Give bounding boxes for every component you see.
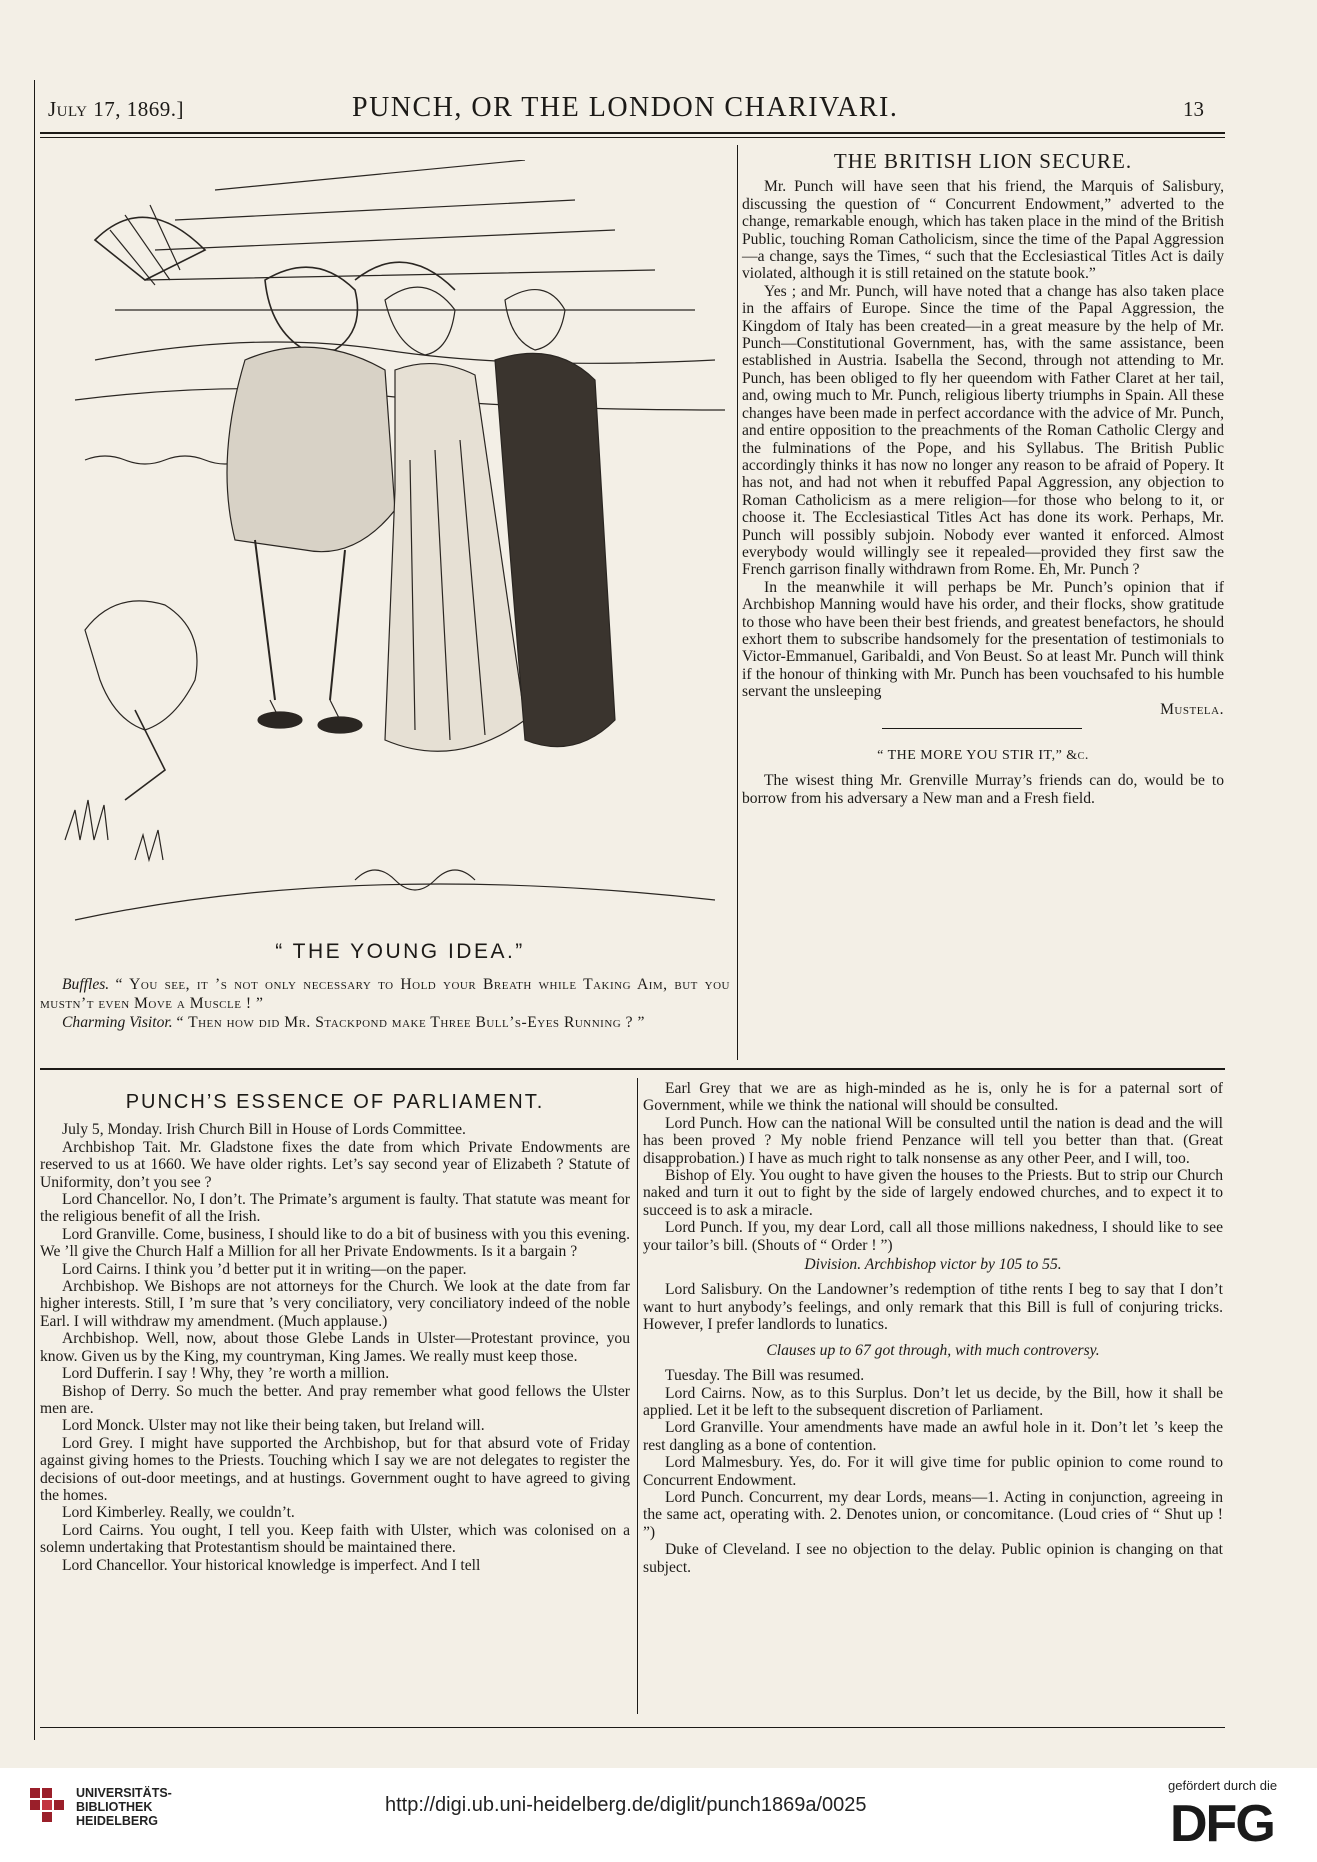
header-rule-bottom: [40, 137, 1225, 138]
parliament-paragraph: Lord Cairns. You ought, I tell you. Keep faith with Ulster, which was colonised on a solemn undertaking that Protestantism should be maintained there.: [40, 1521, 630, 1557]
lion-end-rule: [882, 728, 1082, 729]
parliament-paragraph: Lord Grey. I might have supported the Archbishop, but for that absurd vote of Friday against giving homes to the Priests. Touching which I say we are not delegates to register the decisions of out-door meetings, and at hustings. Government ought to have agreed to giving the homes.: [40, 1434, 630, 1504]
lion-signature: Mustela.: [1160, 700, 1224, 718]
cartoon-illustration: [55, 160, 730, 930]
bottom-rule: [40, 1727, 1225, 1728]
cartoon-title: “ THE YOUNG IDEA.”: [275, 940, 525, 963]
section-divider: [40, 1068, 1225, 1070]
parliament-paragraph: July 5, Monday. Irish Church Bill in House of Lords Committee.: [62, 1121, 466, 1139]
dfg-logo: DFG: [1170, 1795, 1274, 1853]
parliament-paragraph: Lord Punch. How can the national Will be consulted until the nation is dead and the will has been proved ? My noble friend Penzance will tell you better than that. (Great disapprobation.) I have as much right to talk nonsense as any other Peer, and I will, too.: [643, 1114, 1223, 1167]
parliament-paragraph: Lord Cairns. Now, as to this Surplus. Don’t let us decide, by the Bill, how it shall be applied. Let it be left to the subsequent discretion of Parliament.: [643, 1384, 1223, 1419]
parliament-paragraph: Lord Kimberley. Really, we couldn’t.: [62, 1504, 295, 1522]
caption-speaker-2: Charming Visitor.: [62, 1014, 173, 1031]
lion-paragraph-1: Mr. Punch will have seen that his friend, the Marquis of Salisbury, discussing the question of “ Concurrent Endowment,” adverted to the change, remarkable enough, which has taken place in the mind of the British Public, touching Roman Catholicism, since the time of the Papal Aggression—a change, says the Times, “ such that the Ecclesiastical Titles Act is daily violated, although it is still retained on the statute book.”: [742, 178, 1224, 283]
caption-speaker-1: Buffles.: [62, 976, 110, 993]
funded-by-label: gefördert durch die: [1168, 1778, 1278, 1793]
lion-article: [742, 145, 1224, 807]
stir-title: “ THE MORE YOU STIR IT,” &c.: [877, 748, 1089, 763]
parliament-paragraph: Lord Granville. Come, business, I should like to do a bit of business with you this evening. We ’ll give the Church Half a Million for all her Private Endowments. Is it a bargain ?: [40, 1225, 630, 1261]
publication-title: PUNCH, OR THE LONDON CHARIVARI.: [352, 92, 899, 123]
parliament-paragraph: Lord Monck. Ulster may not like their being taken, but Ireland will.: [62, 1417, 485, 1435]
parliament-paragraph: Lord Punch. If you, my dear Lord, call all those millions nakedness, I should like to see your tailor’s bill. (Shouts of “ Order ! ”): [643, 1219, 1223, 1254]
column-divider-bottom: [637, 1078, 638, 1714]
left-border-rule: [34, 80, 35, 1740]
clauses-note: Clauses up to 67 got through, with much controversy.: [766, 1341, 1100, 1359]
lion-paragraph-2: Yes ; and Mr. Punch, will have noted that a change has also taken place in the affairs of Europe. Since the time of the Papal Aggression, the Kingdom of Italy has been created—in a great measure by the help of Mr. Punch—Constitutional Government, has, with the same assistance, been established in Austria. Isabella the Second, through not attending to Mr. Punch, has been obliged to fly her queendom with Father Claret at her tail, and, owing much to Mr. Punch, religious liberty triumphs in Spain. All these changes have been made in perfect accordance with the advice of Mr. Punch, and entire opposition to the preachments of the Roman Catholic Clergy and the fulminations of the Pope, and his Syllabus. The British Public accordingly thinks it has now no longer any reason to be afraid of Popery. It has not, and had not when it rebuffed Papal Aggression, any objection to Roman Catholicism as a mere religion—for those who belong to it, or choose it. The Ecclesiastical Titles Act has done its work. Perhaps, Mr. Punch will possibly subjoin. Nobody ever wanted it enforced. Almost everybody would willingly see it repealed—provided they first saw the French garrison finally withdrawn from Rome. Eh, Mr. Punch ?: [742, 282, 1224, 579]
parliament-paragraph: Duke of Cleveland. I see no objection to the delay. Public opinion is changing on that subject.: [643, 1541, 1223, 1576]
parliament-paragraph: Lord Chancellor. Your historical knowledge is imperfect. And I tell: [62, 1556, 481, 1574]
library-name: [76, 1786, 172, 1828]
caption-text-1: “ You see, it ’s not only necessary to Hold your Breath while Taking Aim, but you mustn’t even Move a Muscle ! ”: [40, 976, 730, 1012]
parliament-paragraph: Tuesday. The Bill was resumed.: [665, 1367, 865, 1385]
parliament-paragraph: Lord Granville. Your amendments have made an awful hole in it. Don’t let ’s keep the rest dangling as a bone of contention.: [643, 1419, 1223, 1454]
column-divider-top: [737, 145, 738, 1060]
essence-right-paragraphs-2: [643, 1281, 1223, 1333]
cartoon-caption: [40, 975, 730, 1032]
parliament-paragraph: Lord Punch. Concurrent, my dear Lords, means—1. Acting in conjunction, agreeing in the same act, operating with. 2. Denotes union, or concomitance. (Loud cries of “ Shut up ! ”): [643, 1488, 1223, 1541]
parliament-paragraph: Lord Malmesbury. Yes, do. For it will give time for public opinion to come round to Concurrent Endowment.: [643, 1454, 1223, 1489]
division-result: Division. Archbishop victor by 105 to 55.: [804, 1256, 1062, 1274]
stir-text: The wisest thing Mr. Grenville Murray’s friends can do, would be to borrow from his adversary a New man and a Fresh field.: [742, 772, 1224, 807]
parliament-paragraph: Lord Chancellor. No, I don’t. The Primate’s argument is faulty. That statute was meant for the religious benefit of all the Irish.: [40, 1191, 630, 1226]
parliament-paragraph: Archbishop Tait. Mr. Gladstone fixes the date from which Private Endowments are reserved to us at 1660. We have older rights. Let’s say second year of Elizabeth ? Statute of Uniformity, don’t you see ?: [40, 1138, 630, 1191]
parliament-paragraph: Lord Salisbury. On the Landowner’s redemption of tithe rents I beg to say that I don’t want to hurt anybody’s feelings, and only remark that this Bill is full of conjuring tricks. However, I prefer landlords to lunatics.: [643, 1281, 1223, 1334]
essence-right-paragraphs-1: [643, 1080, 1223, 1254]
library-name-line-2: BIBLIOTHEK: [76, 1800, 153, 1814]
essence-right-column: [643, 1080, 1223, 1576]
source-url-link[interactable]: http://digi.ub.uni-heidelberg.de/diglit/punch1869a/0025: [385, 1794, 867, 1816]
parliament-paragraph: Bishop of Derry. So much the better. And pray remember what good fellows the Ulster men are.: [40, 1382, 630, 1417]
lion-paragraph-3: In the meanwhile it will perhaps be Mr. Punch’s opinion that if Archbishop Manning would have his order, and their flocks, show gratitude to those who have been their best friends, and greatest benefactors, he should exhort them to subscribe handsomely for the presentation of testimonials to Victor-Emmanuel, Garibaldi, and Von Beust. So at least Mr. Punch will think if the honour of thinking with Mr. Punch has been vouchsafed to his humble servant the unsleeping: [742, 578, 1224, 701]
library-name-line-1: UNIVERSITÄTS-: [76, 1786, 172, 1800]
lion-article-title: THE BRITISH LION SECURE.: [833, 149, 1133, 173]
essence-right-paragraphs-3: [643, 1367, 1223, 1576]
essence-title: PUNCH’S ESSENCE OF PARLIAMENT.: [125, 1091, 545, 1113]
header-rule-top: [40, 132, 1225, 134]
page-number: 13: [1183, 97, 1204, 121]
essence-left-paragraphs: [40, 1121, 630, 1574]
issue-date: July 17, 1869.]: [48, 97, 184, 121]
parliament-paragraph: Lord Dufferin. I say ! Why, they ’re worth a million.: [62, 1365, 390, 1383]
library-name-line-3: HEIDELBERG: [76, 1814, 158, 1828]
parliament-paragraph: Earl Grey that we are as high-minded as he is, only he is for a paternal sort of Government, while we think the national will should be consulted.: [643, 1080, 1223, 1115]
university-library-logo-icon: [28, 1784, 68, 1830]
parliament-paragraph: Archbishop. We Bishops are not attorneys for the Church. We look at the date from far higher interests. Still, I ’m sure that ’s very conciliatory, very conciliatory indeed of the noble Earl. I will withdraw my amendment. (Much applause.): [40, 1278, 630, 1330]
parliament-paragraph: Lord Cairns. I think you ’d better put it in writing—on the paper.: [62, 1260, 467, 1278]
parliament-paragraph: Archbishop. Well, now, about those Glebe Lands in Ulster—Protestant province, you know. Given us by the King, my countryman, King James. We really must keep those.: [40, 1330, 630, 1365]
caption-text-2: “ Then how did Mr. Stackpond make Three Bull’s-Eyes Running ? ”: [176, 1014, 645, 1031]
parliament-paragraph: Bishop of Ely. You ought to have given the houses to the Priests. But to strip our Church naked and turn it out to fight by the side of largely endowed churches, and to expect it to succeed is to ask a miracle.: [643, 1167, 1223, 1219]
essence-left-column: [40, 1080, 630, 1574]
